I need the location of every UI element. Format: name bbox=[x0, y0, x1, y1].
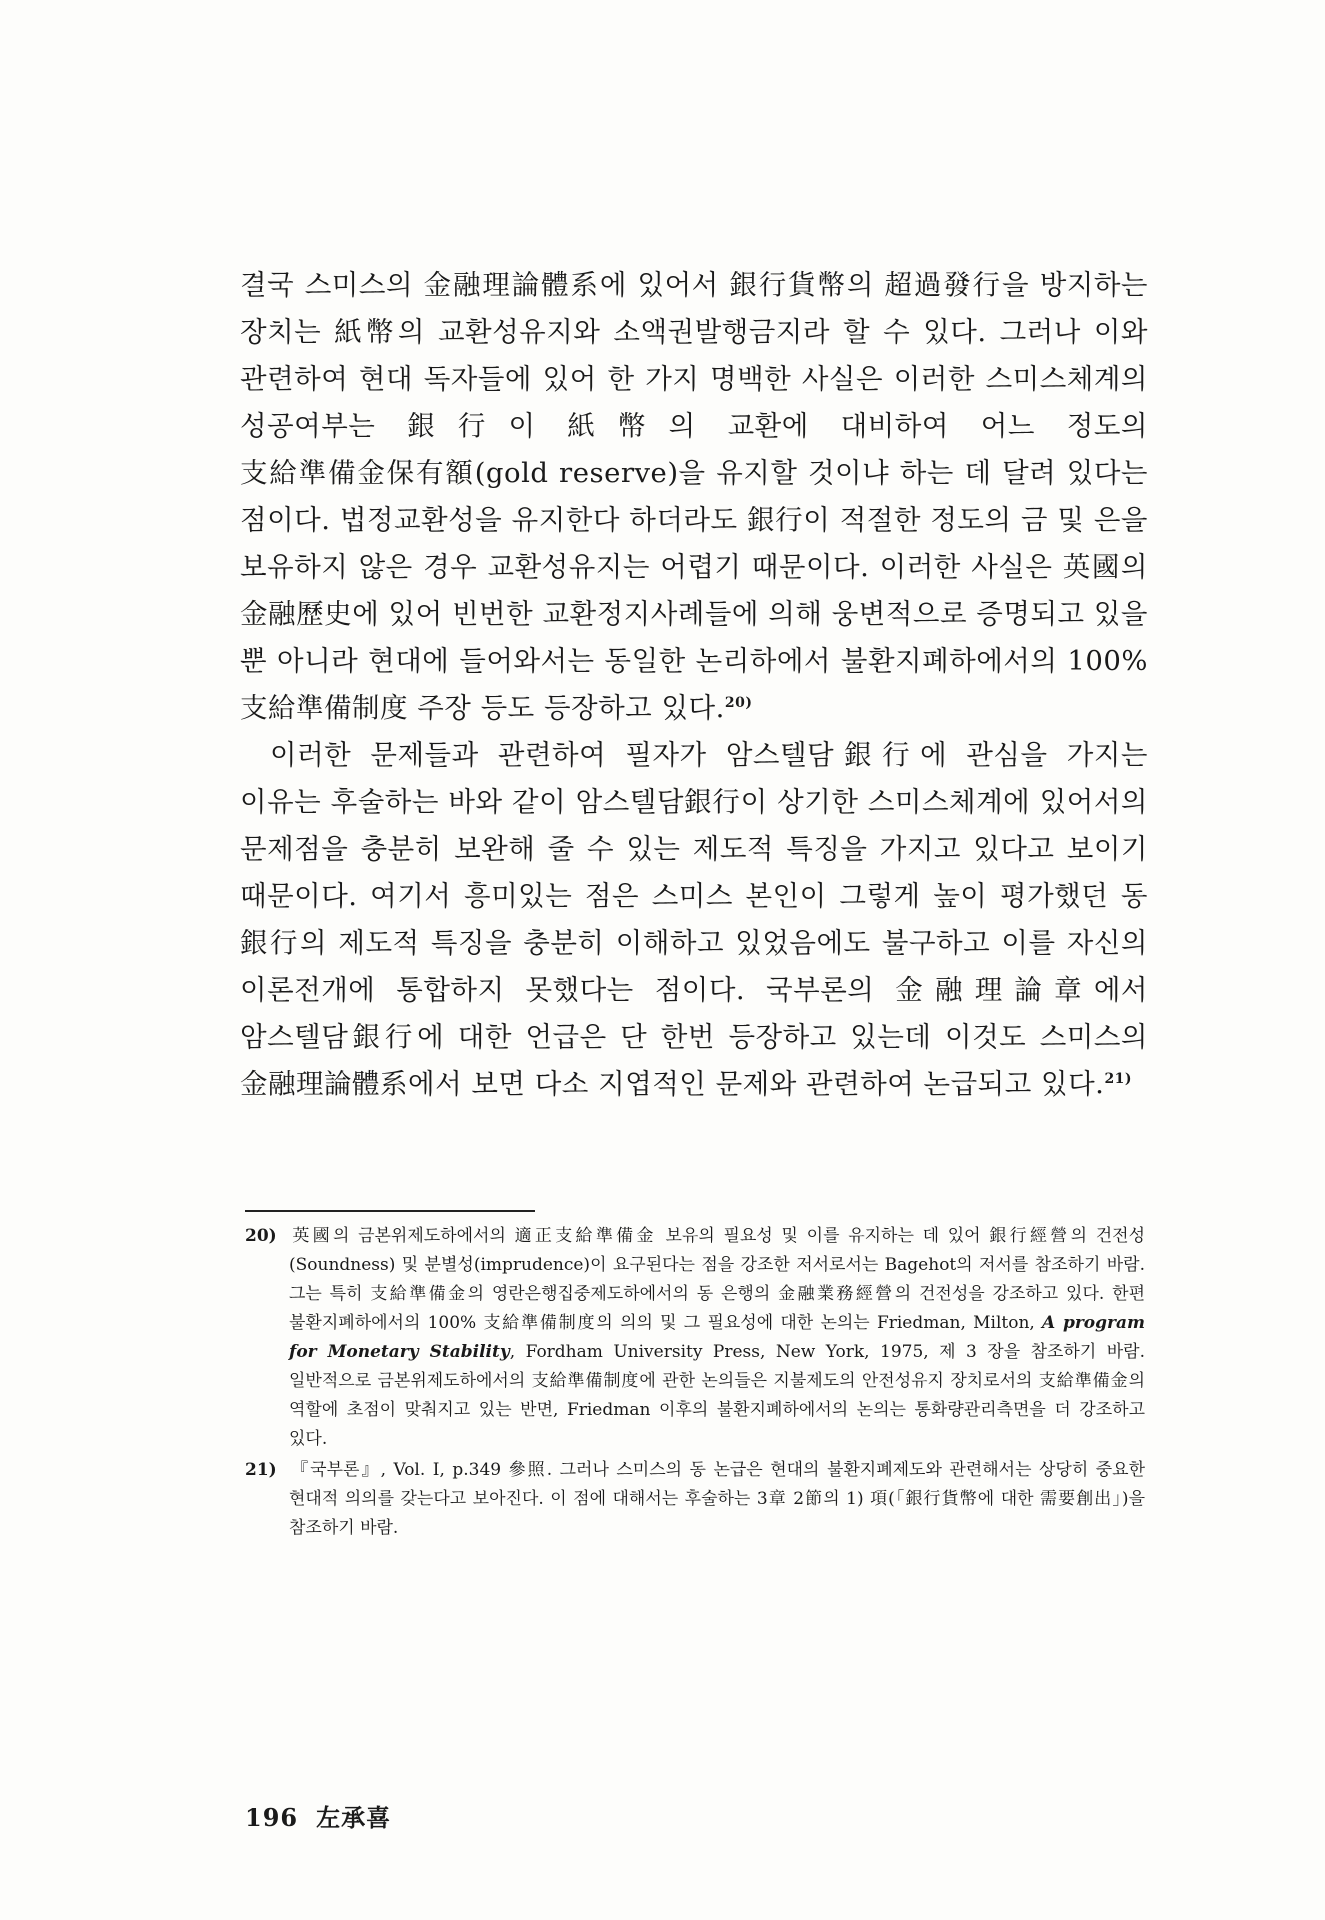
footnote-separator bbox=[245, 1210, 535, 1212]
footnote-21 bbox=[245, 1456, 1145, 1543]
footnotes bbox=[245, 1222, 1145, 1545]
footnote-number: 21) bbox=[245, 1460, 277, 1480]
paragraph-1-text: 결국 스미스의 金融理論體系에 있어서 銀行貨幣의 超過發行을 방지하는 장치는 紙幣의 교환성유지와 소액권발행금지라 할 수 있다. 그러나 이와 관련하여 현대 독자들에 있어 한 가지 명백한 사실은 이러한 스미스체계의 성공여부는 銀行이 紙幣의 교환에 대비하여 어느 정도의 支給準備金保有額(gold reserve)을 유지할 것이냐 하는 데 달려 있다는 점이다. 법정교환성을 유지한다 하더라도 銀行이 적절한 정도의 금 및 은을 보유하지 않은 경우 교환성유지는 어렵기 때문이다. 이러한 사실은 英國의 金融歷史에 있어 빈번한 교환정지사례들에 의해 웅변적으로 증명되고 있을 뿐 아니라 현대에 들어와서는 동일한 논리하에서 불환지폐하에서의 100% 支給準備制度 주장 등도 등장하고 있다. bbox=[240, 269, 1148, 724]
footnote-ref-20[interactable]: 20) bbox=[724, 694, 753, 711]
footnote-number: 20) bbox=[245, 1226, 277, 1246]
book-title: A program for Monetary Stability bbox=[289, 1313, 1145, 1362]
paragraph-2 bbox=[240, 732, 1148, 1108]
page-footer bbox=[245, 1798, 409, 1833]
paragraph-1 bbox=[240, 262, 1148, 732]
footnote-text: 『국부론』, Vol. I, p.349 參照. 그러나 스미스의 동 논급은 현대의 불환지폐제도와 관련해서는 상당히 중요한 현대적 의의를 갖는다고 보아진다. 이 점에 대해서는 후술하는 3章 2節의 1) 項(「銀行貨幣에 대한 需要創出」)을 참조하기 바람. bbox=[289, 1460, 1145, 1538]
body-text bbox=[240, 262, 1148, 1108]
page-number: 196 bbox=[245, 1803, 299, 1832]
footnote-text: 英國의 금본위제도하에서의 適正支給準備金 보유의 필요성 및 이를 유지하는 데 있어 銀行經營의 건전성(Soundness) 및 분별성(imprudence)이 요구된다는 점을 강조한 저서로서는 Bagehot의 저서를 참조하기 바람. 그는 특히 支給準備金의 영란은행집중제도하에서의 동 은행의 金融業務經營의 건전성을 강조하고 있다. 한편 불환지폐하에서의 100% 支給準備制度의 의의 및 그 필요성에 대한 논의는 Friedman, Milton, bbox=[289, 1226, 1145, 1333]
footnote-ref-21[interactable]: 21) bbox=[1104, 1070, 1133, 1087]
paragraph-2-text: 이러한 문제들과 관련하여 필자가 암스텔담銀行에 관심을 가지는 이유는 후술하는 바와 같이 암스텔담銀行이 상기한 스미스체계에 있어서의 문제점을 충분히 보완해 줄 수 있는 제도적 특징을 가지고 있다고 보이기 때문이다. 여기서 흥미있는 점은 스미스 본인이 그렇게 높이 평가했던 동 銀行의 제도적 특징을 충분히 이해하고 있었음에도 불구하고 이를 자신의 이론전개에 통합하지 못했다는 점이다. 국부론의 金融理論章에서 암스텔담銀行에 대한 언급은 단 한번 등장하고 있는데 이것도 스미스의 金融理論體系에서 보면 다소 지엽적인 문제와 관련하여 논급되고 있다. bbox=[240, 739, 1148, 1100]
footnote-text: , Fordham University Press, New York, 1975, 제 3 장을 참조하기 바람. 일반적으로 금본위제도하에서의 支給準備制度에 관한 논의들은 지불제도의 안전성유지 장치로서의 支給準備金의 역할에 초점이 맞춰지고 있는 반면, Friedman 이후의 불환지폐하에서의 논의는 통화량관리측면을 더 강조하고 있다. bbox=[289, 1342, 1145, 1449]
author-name: 左承喜 bbox=[316, 1803, 392, 1832]
footnote-20 bbox=[245, 1222, 1145, 1454]
